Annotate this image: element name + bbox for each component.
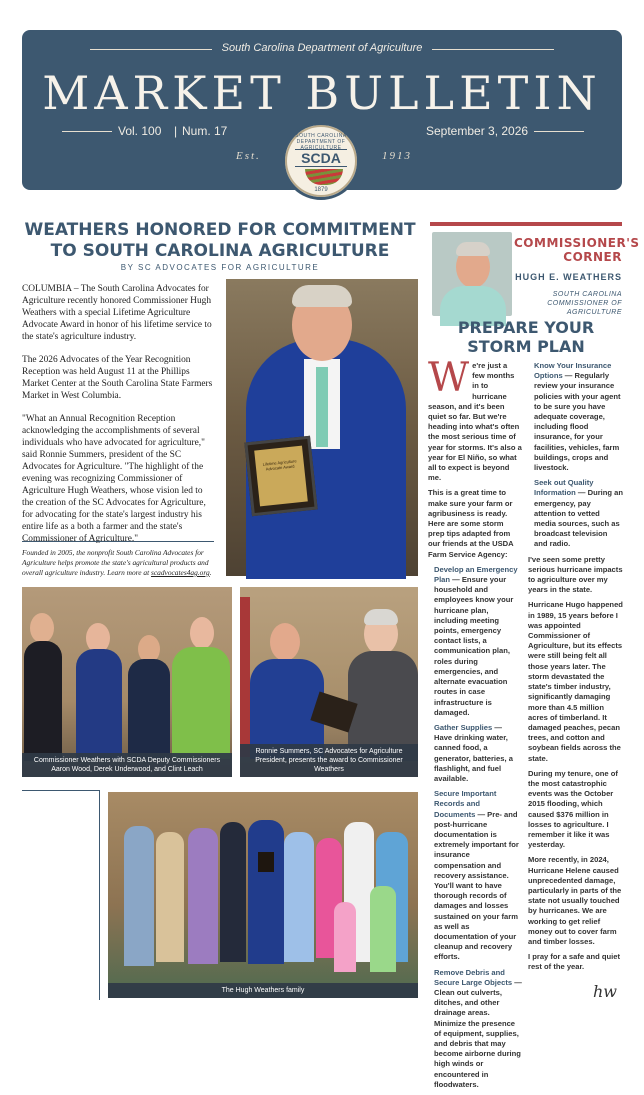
tip-heading: Secure Important Records and Documents [434,789,497,819]
storm-column-2 [528,361,623,978]
storm-title-line: PREPARE YOUR [457,318,595,337]
tip-text: — Have drinking water, canned food, a generator, batteries, a flashlight, and fuel available. [434,722,513,783]
deputies-caption [22,753,232,777]
article-paragraph: COLUMBIA – The South Carolina Advocates for Agriculture recently honored Commissioner Hugh Weathers with a special Lifetime Agriculture Advocate Award in honor of his lifetime service to the state's agriculture industry. [22,284,212,342]
seal-field-graphic [305,169,343,185]
tip-text: — Pre- and post-hurricane documentation is extremely important for insurance compensation and recovery assistance. You'll want to have thorough records of damages and losses sustained on your farm as well as documentation of your cleanup and recovery efforts. [434,809,519,962]
corner-title-line: CORNER [563,250,622,264]
summers-caption [240,744,418,777]
storm-paragraph: Hurricane Hugo happened in 1989, 15 years before I was appointed Commissioner of Agriculture, but its effects were still being felt all those years later. The storm devastated the state's timber industry, significantly damaging more than 4.5 million acres of timberland. It damaged peaches, pecan trees, and cotton and soybean fields across the state. [528,600,623,763]
storm-tip [528,361,623,473]
storm-title-line: STORM PLAN [467,337,585,356]
seal-year: 1879 [314,187,328,193]
storm-paragraph: This is a great time to make sure your farm or agribusiness is ready. Here are some storm prep tips adapted from our friends at the USDA Farm Service Agency: [428,488,514,559]
department-name: South Carolina Department of Agriculture [221,42,423,54]
commissioner-role [514,290,622,317]
est-label: Est. [236,150,261,162]
caption-line: President, presents the award to Commissioner Weathers [255,757,403,773]
commissioners-corner [430,222,640,316]
caption-line: Commissioner Weathers with SCDA Deputy Commissioners [33,757,221,764]
storm-tip [428,565,522,718]
tip-heading: Gather Supplies [434,722,493,732]
article-paragraph: "What an Annual Recognition Reception acknowledging the accomplishments of several individuals who have advocated for agriculture," said Ronnie Summers, president of the SC Advocates for Agriculture. "The highlight of the evening was recognizing Commissioner of Agriculture Hugh Weathers, whose vision led to the creation of the SC Advocates for Agriculture, for advocating for the state's largest industry his entire life as a both a farmer and the state's Commissioner of Agriculture." [22,414,206,544]
caption-line: The Hugh Weathers family [221,987,305,994]
commissioner-signature: hw [593,982,617,1001]
caption-line: Ronnie Summers, SC Advocates for Agriculture [255,748,403,755]
article-headline: WEATHERS HONORED FOR COMMITMENT TO SOUTH CAROLINA AGRICULTURE [24,220,416,261]
advocates-link[interactable]: scadvocates4ag.org [151,568,210,577]
scda-seal-logo [282,122,360,200]
tip-heading: Seek out Quality Information [534,478,594,498]
advocates-note: Founded in 2005, the nonprofit South Carolina Advocates for Agriculture helps promote the state's agricultural products and overall agriculture industry. Learn more at scadvocates4ag.org. [22,541,214,578]
storm-plan-title [428,318,624,356]
storm-column-1 [428,355,522,1095]
storm-tip [428,723,522,784]
corner-title-line: COMMISSIONER'S [514,236,640,250]
storm-tip [428,789,522,962]
storm-paragraph: More recently, in 2024, Hurricane Helene caused unprecedented damage, particularly in parts of the state not usually touched by hurricanes. We are working to get relief money out to cover farm and timber losses. [528,855,622,946]
masthead [22,30,622,193]
volume-number: Vol. 100 [118,124,162,138]
tip-text: — Ensure your household and employees know your hurricane plan, including meeting points, emergency contact lists, a communication plan, roles during emergencies, and alternate evacuation routes in case infrastructure is damaged. [434,575,514,717]
summers-presentation-photo [240,587,418,777]
decorative-rule [99,790,100,1000]
article-body [22,283,214,556]
advocates-note-text: Founded in 2005, the nonprofit South Carolina Advocates for Agriculture helps promote the state's agricultural products and overall agriculture industry. Learn more at [22,548,209,577]
storm-intro-text: e're just a few months in to hurricane season, and it's been quiet so far. But we're heading into what's often the most serious time of year for storms. It's also a year for El Niño, so what all to expect is beyond me. [428,361,522,483]
tip-text: — Clean out culverts, ditches, and other drainage areas. Minimize the presence of equipment, supplies, and debris that may become airborne during high winds or encountered in floodwaters. [434,977,522,1089]
tip-text: — Regularly review your insurance policies with your agent to be sure you have adequate coverage, including flood insurance, for your facilities, vehicles, farm buildings, crops and livestock. [534,371,621,473]
storm-intro [428,355,522,483]
role-line: COMMISSIONER OF AGRICULTURE [547,300,622,316]
tip-heading: Remove Debris and Secure Large Objects [434,967,513,987]
corner-title [514,236,640,264]
tip-heading: Develop an Emergency Plan [434,564,518,585]
separator: | [174,124,178,138]
plaque-text: Lifetime Agriculture Advocate Award [254,446,308,507]
masthead-rule [62,131,112,132]
storm-paragraph: I've seen some pretty serious hurricane impacts to agriculture over my years in the state. [528,554,623,595]
storm-paragraph: I pray for a safe and quiet rest of the year. [528,952,620,972]
weathers-award-photo [226,279,418,576]
publication-title: MARKET BULLETIN [42,66,602,120]
masthead-rule [534,131,584,132]
deputies-photo [22,587,232,777]
issue-date: September 3, 2026 [426,124,529,138]
masthead-rule [432,49,554,50]
issue-number: Num. 17 [182,124,228,138]
seal-ring-text: SOUTH CAROLINA DEPARTMENT OF AGRICULTURE [295,133,347,151]
award-plaque [244,436,317,516]
tip-text: — During an emergency, pay attention to vetted media sources, such as broadcast television and radio. [534,488,624,549]
storm-paragraph: During my tenure, one of the most catastrophic events was the October 2015 flooding, which caused $376 million in losses to agriculture. I remember it like it was yesterday. [528,768,618,850]
storm-tip [528,478,623,549]
role-line: SOUTH CAROLINA [552,291,622,298]
drop-cap: W [428,355,470,401]
article-paragraph: The 2026 Advocates of the Year Recognition Reception was held August 11 at the Phillips Market Center at the South Carolina State Farmers Market in West Columbia. [22,355,213,401]
decorative-rule [22,790,100,791]
commissioner-portrait [432,232,512,316]
family-photo [108,792,418,998]
seal-abbreviation: SCDA [295,149,347,167]
storm-tip [428,968,522,1090]
family-caption [108,983,418,998]
est-year: 1913 [382,150,412,162]
tip-heading: Know Your Insurance Options [534,361,612,381]
commissioner-name: HUGH E. WEATHERS [515,272,622,282]
article-byline: BY SC ADVOCATES FOR AGRICULTURE [120,263,320,272]
caption-line: Aaron Wood, Derek Underwood, and Clint Leach [51,766,203,773]
